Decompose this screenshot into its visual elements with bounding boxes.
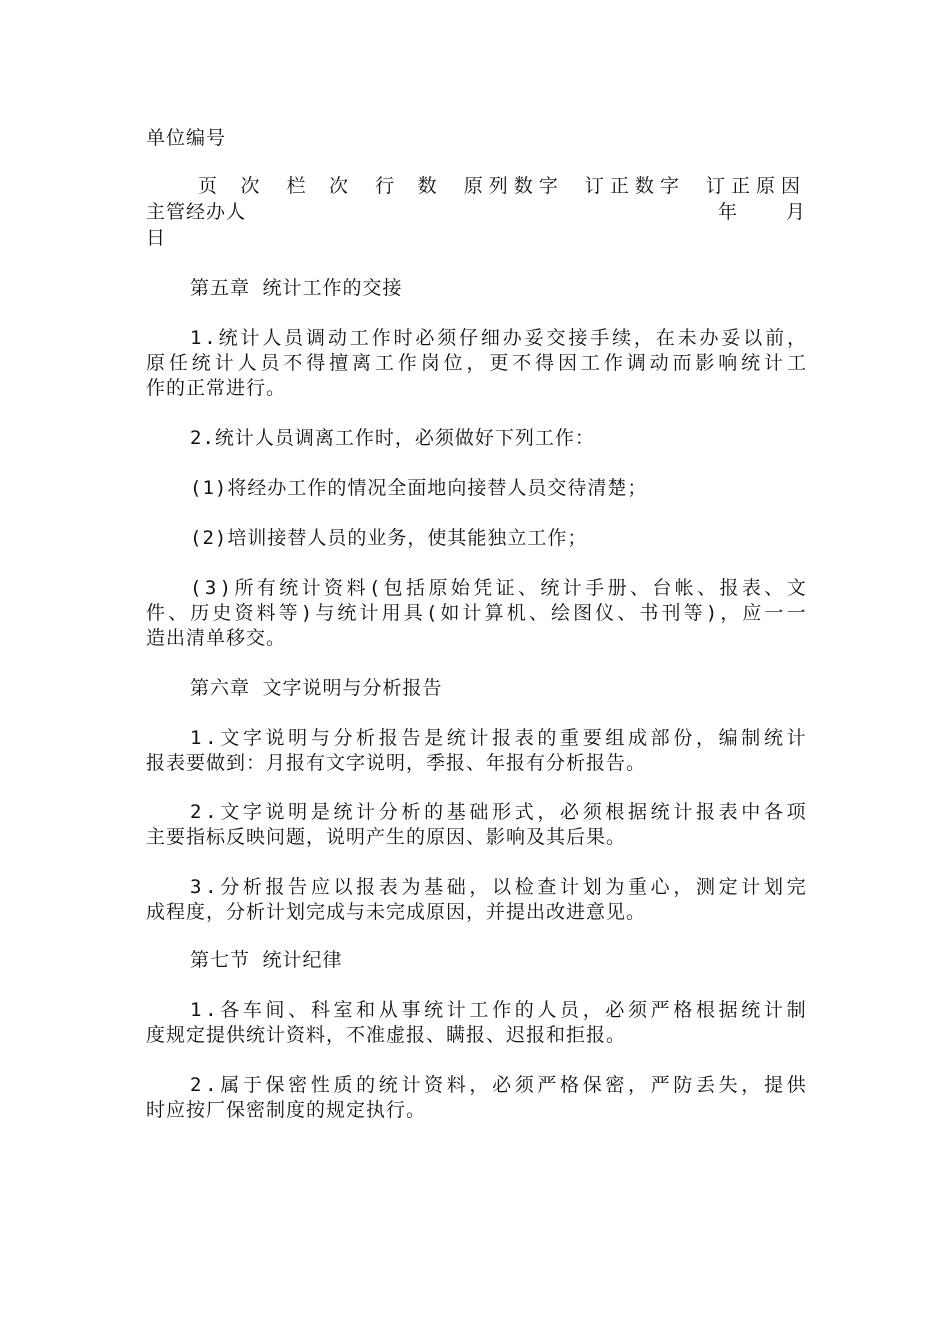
ch5-p2: 2.统计人员调离工作时，必须做好下列工作： (190, 427, 595, 449)
ch7-p1-line1: 1 . 各 车 间 、 科 室 和 从 事 统 计 工 作 的 人 员 ， 必 须 严 格 根 据 统 计 制 (190, 999, 806, 1021)
column-column: 栏 次 (286, 175, 355, 197)
ch5-p1-line1: 1 . 统 计 人 员 调 动 工 作 时 必 须 仔 细 办 妥 交 接 手 续 ， 在 未 办 妥 以 前 ， (190, 327, 806, 349)
correction-table-header (198, 174, 806, 198)
ch5-p5-line2: 件 、 历 史 资 料 等 ) 与 统 计 用 具 ( 如 计 算 机 、 绘 图 仪 、 书 刊 等 ) ， 应 一 一 (146, 602, 806, 624)
ch7-p2-line2: 时应按厂保密制度的规定执行。 (146, 1099, 427, 1121)
ch6-p2-line1: 2 . 文 字 说 明 是 统 计 分 析 的 基 础 形 式 ， 必 须 根 据 统 计 报 表 中 各 项 (190, 801, 806, 823)
year-label: 年 (718, 201, 738, 223)
column-corrected-number: 订正数字 (584, 175, 685, 197)
ch5-p1-line2: 原 任 统 计 人 员 不 得 擅 离 工 作 岗 位 ， 更 不 得 因 工 作 调 动 而 影 响 统 计 工 (146, 352, 806, 374)
column-correction-reason: 订正原因 (705, 175, 806, 197)
unit-number-label: 单位编号 (146, 127, 227, 149)
chapter-6-title: 第六章 文字说明与分析报告 (190, 677, 443, 699)
ch5-p1-line3: 作的正常进行。 (146, 377, 287, 399)
ch6-p3-line2: 成程度，分析计划完成与未完成原因，并提出改进意见。 (146, 901, 647, 923)
ch5-p3: (1)将经办工作的情况全面地向接替人员交待清楚； (190, 477, 648, 499)
chapter-5-title: 第五章 统计工作的交接 (190, 277, 403, 299)
ch5-p5-line3: 造出清单移交。 (146, 627, 287, 649)
ch7-p1-line2: 度规定提供统计资料，不准虚报、瞒报、迟报和拒报。 (146, 1024, 627, 1046)
ch5-p4: (2)培训接替人员的业务，使其能独立工作； (190, 527, 588, 549)
ch6-p1-line1: 1 . 文 字 说 明 与 分 析 报 告 是 统 计 报 表 的 重 要 组 成 部 份 ， 编 制 统 计 (190, 727, 806, 749)
ch6-p1-line2: 报表要做到：月报有文字说明，季报、年报有分析报告。 (146, 752, 647, 774)
column-page: 页 次 (198, 175, 266, 197)
day-label: 日 (146, 227, 167, 249)
ch5-p5-line1: ( 3 ) 所 有 统 计 资 料 ( 包 括 原 始 凭 证 、 统 计 手 册 、 台 帐 、 报 表 、 文 (190, 577, 806, 599)
chapter-7-title: 第七节 统计纪律 (190, 949, 343, 971)
ch7-p2-line1: 2 . 属 于 保 密 性 质 的 统 计 资 料 ， 必 须 严 格 保 密 ， 严 防 丢 失 ， 提 供 (190, 1074, 806, 1096)
ch6-p2-line2: 主要指标反映问题，说明产生的原因、影响及其后果。 (146, 826, 627, 848)
ch6-p3-line1: 3 . 分 析 报 告 应 以 报 表 为 基 础 ， 以 检 查 计 划 为 重 心 ， 测 定 计 划 完 (190, 876, 806, 898)
column-original-number: 原列数字 (463, 175, 564, 197)
month-label: 月 (786, 201, 806, 223)
column-row: 行 数 (375, 175, 443, 197)
signer-label: 主管经办人 (146, 201, 247, 223)
document-page (146, 0, 806, 1344)
